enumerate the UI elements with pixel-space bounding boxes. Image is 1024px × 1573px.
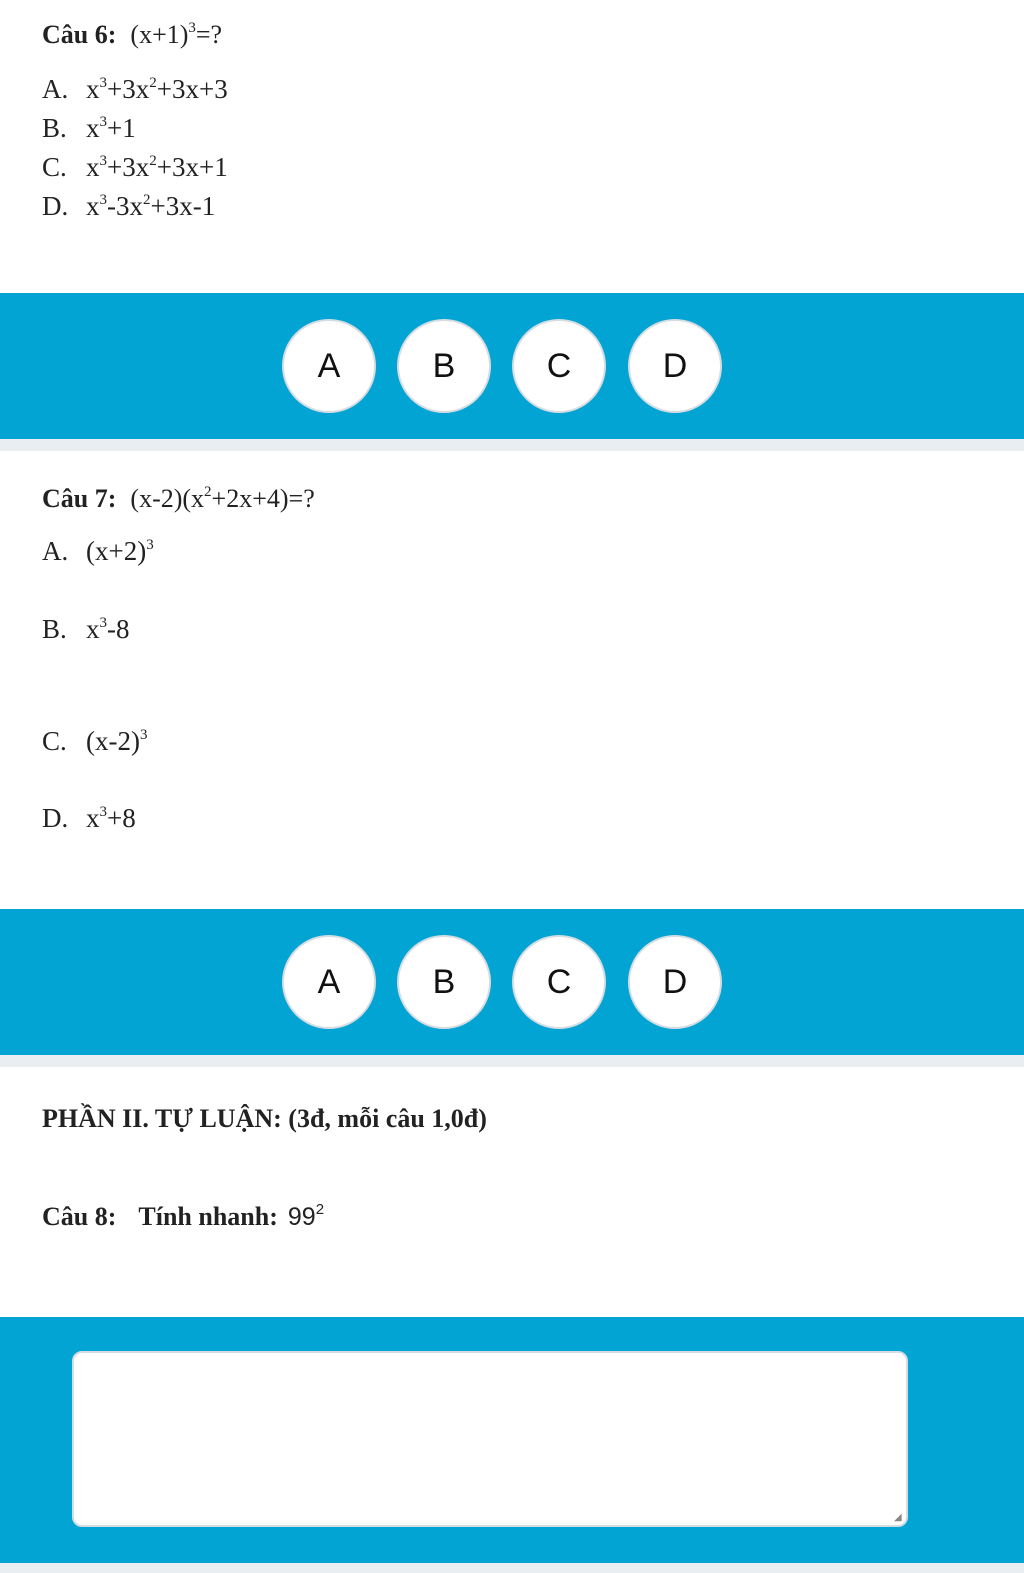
question-6-option-c: C. $x^3+3x^2+3x+1$ [42,152,228,182]
question-7-option-a: A. $(x+2)^3$ [42,536,154,566]
question-7-title [42,484,315,514]
question-6-choice-c[interactable]: C [512,319,606,413]
section-title: PHẦN II. TỰ LUẬN: (3đ, mỗi câu 1,0đ) [42,1104,487,1133]
question-7-choice-d[interactable]: D [628,935,722,1029]
question-6-option-d: D. $x^3-3x^2+3x-1$ [42,191,216,221]
question-7-option-c: C. $(x-2)^3$ [42,726,148,756]
question-6-title [42,20,222,50]
question-6-expression: $(x+1)^3=$? [130,20,223,49]
question-6-option-a: A. $x^3+3x^2+3x+3$ [42,74,228,104]
question-7-option-b: B. $x^3-8$ [42,614,130,644]
question-6-choice-a[interactable]: A [282,319,376,413]
question-7-expression: $(x-2)(x^2+2x+4)=$? [130,484,315,513]
question-8-number: $99^2$ [287,1201,325,1231]
question-7-choice-a[interactable]: A [282,935,376,1029]
question-8-title [42,1202,324,1232]
question-8-instruction: Tính nhanh: [138,1202,278,1231]
question-7-label: Câu 7: [42,484,117,513]
question-6-choice-b[interactable]: B [397,319,491,413]
question-8-answer-input[interactable] [72,1351,908,1527]
question-6-answer-bar [0,293,1024,439]
question-7-choice-b[interactable]: B [397,935,491,1029]
question-8-label: Câu 8: [42,1202,117,1231]
question-8-answer-panel [0,1317,1024,1563]
question-7-option-d: D. $x^3+8$ [42,803,136,833]
divider [0,1055,1024,1067]
question-7-answer-bar [0,909,1024,1055]
resize-handle-icon[interactable]: ◢ [894,1512,902,1523]
divider [0,1563,1024,1573]
divider [0,439,1024,451]
question-7-choice-c[interactable]: C [512,935,606,1029]
question-6-option-b: B. $x^3+1$ [42,113,136,143]
question-6-choice-d[interactable]: D [628,319,722,413]
question-6-label: Câu 6: [42,20,117,49]
